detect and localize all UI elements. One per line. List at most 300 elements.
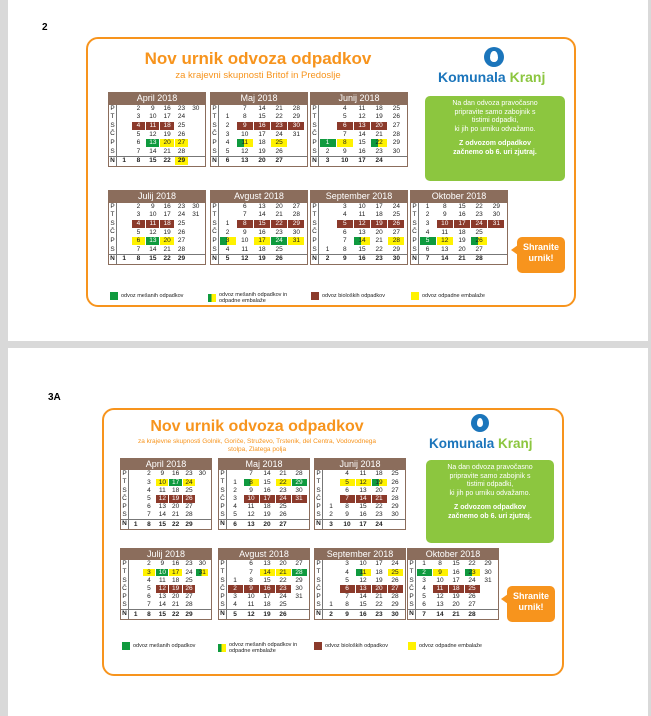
day-cell: 6: [345, 486, 349, 494]
day-label: S: [211, 220, 219, 229]
week-day-row: [411, 228, 507, 237]
day-cell: 17: [260, 495, 275, 503]
day-cell: 28: [292, 569, 307, 577]
day-cell: 18: [263, 601, 271, 609]
day-cell: 26: [392, 113, 400, 121]
day-cell: 14: [149, 147, 157, 155]
day-cell: 19: [169, 585, 181, 593]
day-label: Č: [408, 585, 416, 593]
day-cell: 28: [391, 495, 399, 503]
day-cell: [118, 122, 131, 130]
day-cell: 7: [136, 245, 141, 253]
week-day-row: [219, 503, 309, 511]
day-cell: 20: [452, 601, 460, 609]
day-cell: 25: [392, 104, 400, 112]
day-cell: 9: [342, 147, 347, 155]
day-label: Č: [121, 495, 129, 503]
week-day-row: [109, 139, 205, 148]
day-cell: 11: [158, 576, 166, 584]
day-cell: 1: [225, 113, 230, 121]
day-cell: 6: [136, 139, 141, 147]
day-cell: 23: [475, 211, 483, 219]
day-cell: 26: [177, 130, 186, 138]
week-day-row: [109, 122, 205, 131]
day-cell: 12: [156, 495, 168, 503]
day-label: P: [211, 139, 219, 148]
day-cell: 12: [149, 130, 157, 138]
day-cell: 15: [458, 202, 466, 210]
week-day-row: [311, 113, 407, 122]
day-cell: 28: [292, 104, 300, 112]
day-cell: [481, 593, 496, 601]
day-cell: [324, 487, 339, 495]
week-day-row: [408, 609, 498, 618]
day-cell: 12: [241, 255, 249, 263]
day-label: Č: [311, 228, 319, 237]
week-day-row: [109, 220, 205, 229]
day-cell: 27: [468, 601, 476, 609]
day-cell: 15: [359, 601, 367, 609]
day-cell: 29: [175, 157, 188, 165]
day-cell: [481, 601, 496, 609]
day-label: P: [109, 105, 117, 114]
week-day-row: [121, 560, 211, 568]
day-cell: [189, 113, 202, 121]
day-label: P: [311, 203, 319, 212]
day-cell: 5: [337, 220, 353, 228]
day-cell: [228, 470, 243, 478]
day-cell: 21: [163, 245, 171, 253]
day-cell: 10: [241, 237, 249, 245]
day-cell: 17: [163, 113, 171, 121]
day-cell: 23: [276, 585, 291, 593]
day-cell: 27: [292, 202, 300, 210]
day-cell: 14: [441, 255, 449, 263]
day-label: S: [109, 148, 117, 157]
day-label: T: [408, 568, 416, 576]
day-cell: 22: [172, 610, 180, 618]
day-cell: [118, 246, 131, 254]
day-cell: 10: [358, 202, 366, 210]
week-day-row: [121, 577, 211, 585]
day-label: P: [109, 203, 117, 212]
day-cell: 17: [358, 157, 366, 165]
day-cell: 10: [247, 593, 255, 601]
day-cell: 17: [254, 237, 270, 245]
day-cell: 14: [359, 593, 367, 601]
day-cell: 7: [147, 601, 151, 609]
day-cell: 21: [279, 470, 287, 478]
day-cell: 24: [271, 237, 287, 245]
legend-swatch: [411, 292, 419, 300]
day-cell: 16: [172, 560, 180, 568]
day-cell: 4: [225, 139, 230, 147]
day-label: T: [211, 113, 219, 122]
day-cell: 13: [146, 139, 159, 147]
day-cell: 12: [356, 479, 371, 487]
day-cell: 22: [275, 113, 283, 121]
day-cell: 21: [375, 593, 383, 601]
day-cell: 14: [149, 245, 157, 253]
day-cell: 24: [279, 593, 287, 601]
week-day-row: [211, 203, 307, 212]
day-cell: 23: [271, 122, 287, 130]
day-cell: [324, 470, 339, 478]
day-cell: 13: [247, 520, 255, 528]
day-cell: [288, 148, 304, 156]
day-cell: 14: [258, 104, 266, 112]
day-cell: 2: [325, 255, 330, 263]
week-day-row: [311, 105, 407, 114]
week-day-row: [121, 519, 211, 528]
day-cell: 22: [475, 202, 483, 210]
day-cell: [488, 237, 504, 245]
day-label: P: [121, 503, 129, 511]
day-cell: 20: [160, 139, 173, 147]
day-cell: 1: [325, 245, 330, 253]
day-cell: [388, 521, 403, 529]
week-day-row: [315, 568, 405, 576]
week-day-row: [219, 511, 309, 519]
day-label: N: [109, 157, 117, 166]
week-day-row: [121, 585, 211, 593]
week-day-row: [411, 203, 507, 212]
day-cell: 16: [260, 585, 275, 593]
notice-box: Na dan odvoza pravočasno pripravite samo zabojnik s tistimi odpadki, ki jih po urniku odvažamo. Z odvozom odpadkov začnemo ob 6. uri zjutraj.: [426, 460, 554, 543]
day-cell: 21: [452, 610, 460, 618]
day-label: P: [411, 237, 419, 246]
day-cell: 5: [233, 610, 237, 618]
legend-item: [408, 642, 502, 650]
day-cell: 9: [342, 255, 347, 263]
day-cell: 21: [275, 211, 283, 219]
week-day-row: [121, 503, 211, 511]
day-cell: 13: [356, 585, 371, 593]
day-cell: 30: [288, 122, 304, 130]
month-title: Oktober 2018: [411, 191, 507, 203]
save-schedule-badge: Shranite urnik!: [517, 237, 565, 273]
week-day-row: [121, 487, 211, 495]
week-day-row: [315, 470, 405, 478]
day-cell: 11: [158, 486, 166, 494]
day-cell: [488, 255, 504, 263]
day-cell: 12: [247, 511, 255, 519]
day-cell: 12: [437, 237, 453, 245]
day-cell: 19: [375, 576, 383, 584]
day-cell: [130, 601, 142, 609]
day-cell: 26: [279, 511, 287, 519]
day-cell: 8: [136, 157, 141, 165]
day-label: Č: [109, 130, 117, 139]
day-cell: 26: [468, 593, 476, 601]
week-day-row: [211, 246, 307, 255]
day-cell: 2: [329, 610, 333, 618]
day-cell: 4: [422, 585, 426, 593]
day-cell: [118, 148, 131, 156]
komunala-logo: [429, 414, 559, 460]
day-cell: 11: [237, 139, 253, 147]
week-day-row: [121, 601, 211, 609]
day-cell: 7: [422, 610, 426, 618]
day-cell: 1: [425, 202, 430, 210]
day-cell: 27: [475, 245, 483, 253]
day-cell: 11: [241, 245, 249, 253]
day-cell: 20: [279, 560, 287, 568]
day-cell: 4: [425, 228, 430, 236]
schedule-title: Nov urnik odvoza odpadkov: [144, 49, 372, 68]
day-cell: 30: [392, 255, 400, 263]
day-cell: 24: [275, 130, 283, 138]
day-cell: 5: [147, 495, 151, 503]
day-cell: [220, 211, 236, 219]
day-cell: 2: [325, 147, 330, 155]
day-cell: 1: [233, 576, 237, 584]
day-cell: 17: [452, 576, 460, 584]
day-cell: 23: [465, 569, 480, 577]
week-day-row: [109, 211, 205, 220]
day-cell: [118, 113, 131, 121]
day-label: S: [219, 577, 227, 585]
day-cell: 14: [158, 601, 166, 609]
day-cell: 4: [342, 104, 347, 112]
week-day-row: [315, 601, 405, 609]
week-day-row: [408, 568, 498, 576]
day-cell: 3: [136, 211, 141, 219]
day-cell: 12: [156, 585, 168, 593]
day-cell: 28: [177, 245, 186, 253]
day-cell: [130, 487, 142, 495]
day-cell: 25: [388, 569, 403, 577]
week-day-row: [219, 470, 309, 478]
month-title: Junij 2018: [311, 93, 407, 105]
day-cell: 1: [329, 503, 333, 511]
day-cell: 2: [136, 104, 141, 112]
day-cell: 31: [295, 593, 303, 601]
day-cell: 14: [358, 130, 366, 138]
day-label: T: [411, 211, 419, 220]
komunala-logo: [438, 45, 568, 91]
day-cell: 14: [260, 569, 275, 577]
day-cell: 19: [372, 479, 387, 487]
day-cell: 13: [436, 601, 444, 609]
day-cell: 23: [275, 228, 283, 236]
day-cell: 12: [358, 113, 366, 121]
day-cell: 7: [242, 104, 247, 112]
day-label: Č: [219, 495, 227, 503]
day-cell: 7: [425, 255, 430, 263]
day-cell: [189, 131, 202, 139]
day-cell: 11: [146, 122, 159, 130]
week-day-row: [219, 577, 309, 585]
day-cell: 27: [279, 520, 287, 528]
day-cell: 15: [258, 113, 266, 121]
day-cell: 6: [242, 202, 247, 210]
day-cell: 19: [263, 511, 271, 519]
week-day-row: [219, 609, 309, 618]
day-label: T: [109, 211, 117, 220]
day-cell: 10: [149, 113, 157, 121]
week-day-row: [315, 519, 405, 528]
day-cell: 28: [388, 237, 404, 245]
day-cell: [196, 593, 208, 601]
day-cell: 18: [172, 486, 180, 494]
day-cell: 18: [449, 585, 464, 593]
day-cell: 26: [391, 478, 399, 486]
day-cell: 8: [438, 560, 442, 568]
week-day-row: [211, 156, 307, 166]
day-label: S: [315, 511, 323, 519]
legend-item: [208, 292, 302, 304]
day-cell: 18: [458, 228, 466, 236]
day-cell: 18: [172, 576, 180, 584]
day-cell: 12: [354, 220, 370, 228]
day-cell: 20: [375, 228, 383, 236]
week-day-row: [121, 568, 211, 576]
week-day-row: [211, 139, 307, 148]
day-cell: [118, 220, 131, 228]
day-cell: 14: [436, 610, 444, 618]
week-day-row: [315, 577, 405, 585]
day-cell: [118, 203, 131, 211]
day-cell: [292, 521, 307, 529]
day-cell: 17: [375, 560, 383, 568]
day-cell: 15: [158, 610, 166, 618]
day-label: T: [315, 478, 323, 486]
day-cell: 25: [185, 486, 193, 494]
day-label: Č: [315, 495, 323, 503]
week-day-row: [311, 246, 407, 255]
day-label: N: [219, 520, 227, 528]
legend-label: odvoz mešanih odpadkov: [121, 293, 184, 299]
week-day-row: [311, 148, 407, 157]
week-day-row: [109, 130, 205, 139]
week-day-row: [219, 585, 309, 593]
legend-swatch: [218, 644, 226, 652]
day-cell: 28: [185, 511, 193, 519]
day-cell: 6: [249, 560, 253, 568]
day-cell: 27: [177, 237, 186, 245]
day-label: S: [211, 148, 219, 157]
legend-label: odvoz mešanih odpadkov in odpadne embalaže: [219, 292, 288, 304]
day-cell: 30: [192, 104, 200, 112]
day-label: Č: [411, 228, 419, 237]
day-cell: 2: [225, 228, 230, 236]
day-cell: 8: [345, 601, 349, 609]
legend-item: [218, 642, 312, 654]
day-cell: 10: [156, 569, 168, 577]
month-calendar: [218, 458, 310, 530]
day-cell: 13: [241, 157, 249, 165]
day-cell: 2: [329, 511, 333, 519]
day-cell: 14: [356, 495, 371, 503]
day-cell: 18: [258, 139, 266, 147]
week-day-row: [408, 560, 498, 568]
day-label: Č: [211, 130, 219, 139]
week-day-row: [211, 254, 307, 264]
day-cell: [196, 611, 208, 619]
day-cell: 17: [375, 202, 383, 210]
day-cell: 25: [465, 585, 480, 593]
day-label: Č: [121, 585, 129, 593]
day-cell: 31: [192, 211, 200, 219]
day-cell: 16: [254, 122, 270, 130]
day-cell: [288, 255, 304, 263]
day-cell: 14: [258, 211, 266, 219]
day-cell: [324, 593, 339, 601]
day-label: N: [211, 255, 219, 264]
week-day-row: [311, 237, 407, 246]
day-cell: 13: [359, 486, 367, 494]
day-cell: 21: [458, 255, 466, 263]
day-cell: 12: [149, 228, 157, 236]
day-cell: [324, 569, 339, 577]
week-day-row: [311, 211, 407, 220]
day-cell: [130, 560, 142, 568]
day-cell: [320, 113, 336, 121]
day-cell: 23: [375, 255, 383, 263]
pdf-page-3a: [8, 348, 648, 716]
day-cell: 31: [292, 495, 307, 503]
week-day-row: [109, 105, 205, 114]
day-cell: 6: [337, 122, 353, 130]
day-cell: [488, 229, 504, 237]
drop-icon: [471, 414, 489, 432]
day-cell: 4: [342, 211, 347, 219]
day-cell: 8: [337, 139, 353, 147]
day-cell: 2: [136, 202, 141, 210]
day-label: P: [109, 139, 117, 148]
day-cell: [324, 585, 339, 593]
day-cell: 15: [359, 503, 367, 511]
day-cell: 24: [276, 495, 291, 503]
day-cell: 24: [392, 202, 400, 210]
day-cell: [189, 237, 202, 245]
day-cell: 22: [276, 479, 291, 487]
week-day-row: [311, 156, 407, 166]
day-cell: 29: [177, 255, 186, 263]
day-label: P: [311, 237, 319, 246]
day-cell: 10: [244, 495, 259, 503]
month-calendar: [310, 190, 408, 265]
day-cell: [196, 479, 208, 487]
week-day-row: [311, 139, 407, 148]
week-day-row: [109, 254, 205, 264]
day-cell: 19: [169, 495, 181, 503]
day-cell: 21: [375, 130, 383, 138]
day-label: S: [121, 511, 129, 519]
day-cell: 21: [275, 104, 283, 112]
day-cell: 3: [342, 202, 347, 210]
week-day-row: [211, 122, 307, 131]
day-label: T: [219, 478, 227, 486]
day-cell: 4: [132, 220, 145, 228]
day-cell: 1: [225, 220, 230, 228]
day-cell: 1: [233, 478, 237, 486]
day-cell: 8: [147, 520, 151, 528]
day-cell: 22: [468, 560, 476, 568]
month-calendar: [120, 548, 212, 620]
day-cell: 18: [375, 104, 383, 112]
legend-swatch: [110, 292, 118, 300]
day-cell: [118, 229, 131, 237]
day-cell: 9: [345, 511, 349, 519]
week-day-row: [219, 560, 309, 568]
day-label: N: [408, 610, 416, 618]
day-cell: [118, 237, 131, 245]
day-cell: 7: [249, 568, 253, 576]
day-label: S: [121, 577, 129, 585]
day-label: Č: [311, 130, 319, 139]
